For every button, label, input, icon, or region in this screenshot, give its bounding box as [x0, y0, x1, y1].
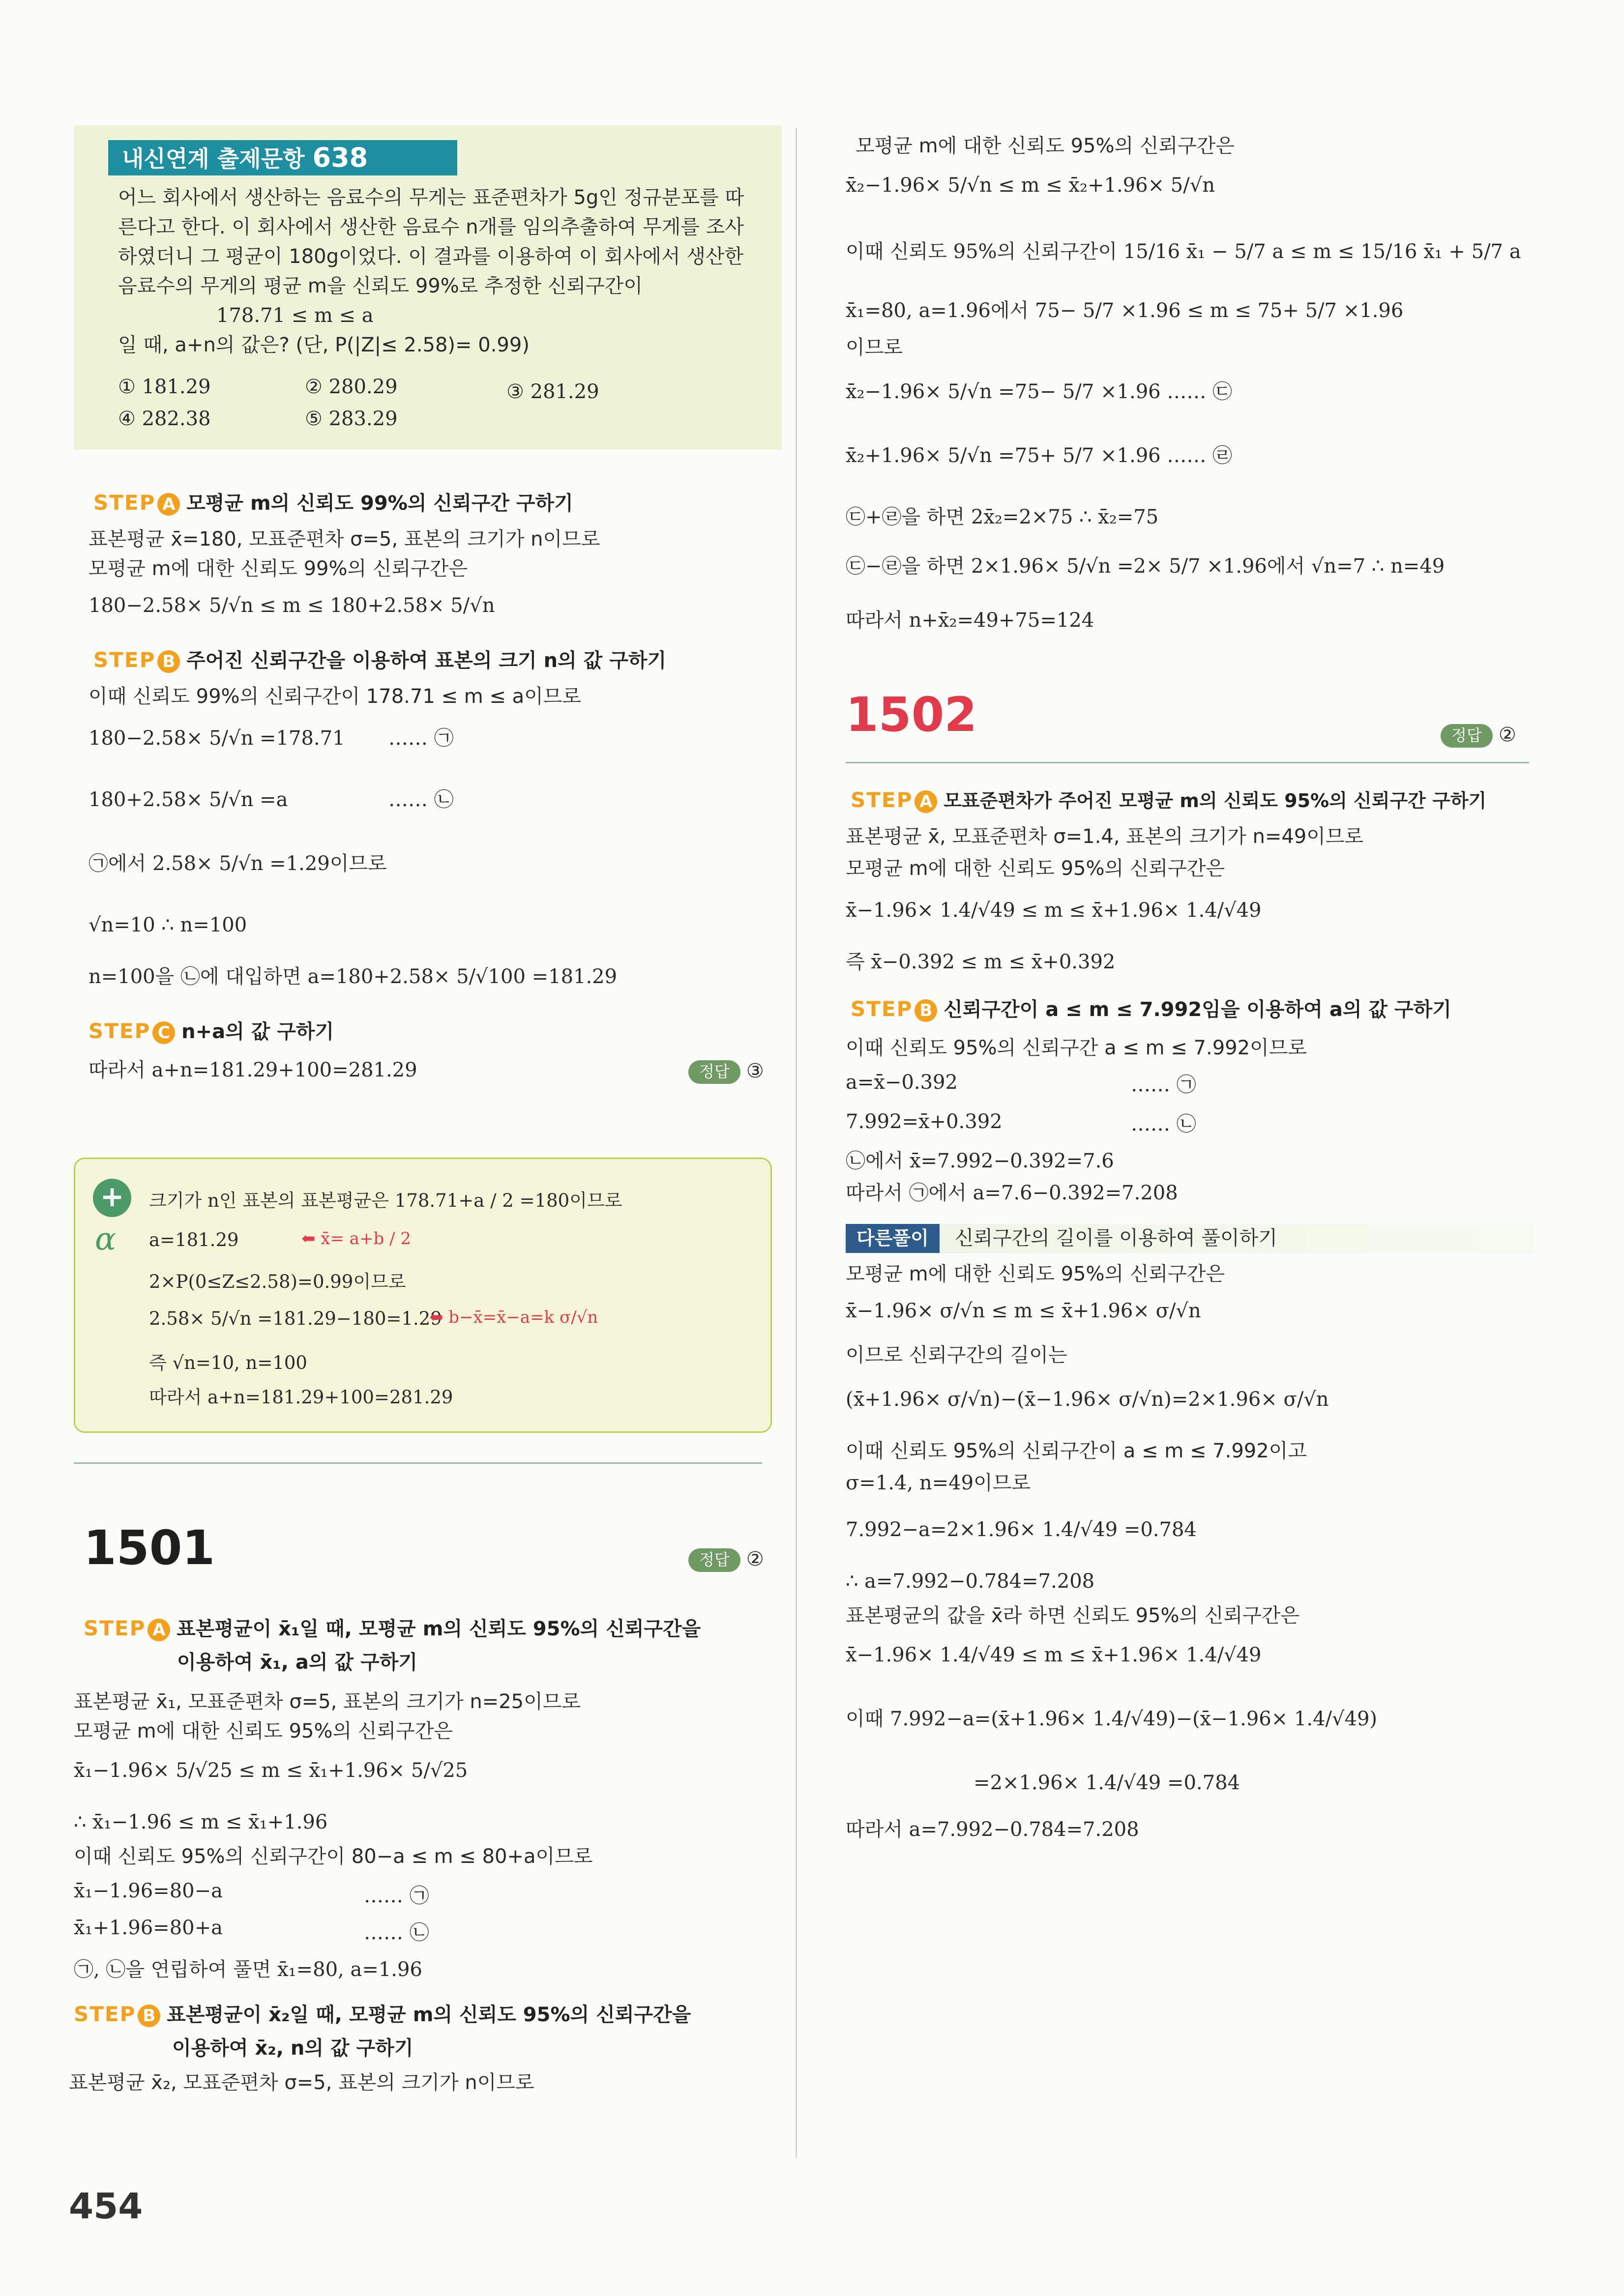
solution-line: 이므로 신뢰구간의 길이는 [846, 1344, 1067, 1366]
solution-formula: x̄₁=80, a=1.96에서 75− 5/7 ×1.96 ≤ m ≤ 75+ 5/7 ×1.96 [846, 299, 1404, 322]
solution-formula: =2×1.96× 1.4/√49 =0.784 [974, 1772, 1240, 1794]
step-title: 모표준편차가 주어진 모평균 m의 신뢰도 95%의 신뢰구간 구하기 [944, 790, 1487, 812]
answer-indicator [688, 1058, 764, 1084]
solution-formula: 따라서 a+n=181.29+100=281.29 [89, 1059, 417, 1081]
solution-line: 이때 신뢰도 95%의 신뢰구간이 80−a ≤ m ≤ 80+a이므로 [74, 1845, 593, 1868]
step-b-heading [93, 646, 666, 674]
step-title: 표본평균이 x̄₁일 때, 모평균 m의 신뢰도 95%의 신뢰구간을 [177, 1618, 701, 1640]
solution-formula: 따라서 n+x̄₂=49+75=124 [846, 609, 1094, 632]
solution-line: 모평균 m에 대한 신뢰도 95%의 신뢰구간은 [74, 1720, 453, 1743]
alt-solution-header [846, 1224, 1534, 1253]
answer-indicator [688, 1546, 764, 1572]
solution-line: 표본평균 x̄₁, 모표준편차 σ=5, 표본의 크기가 n=25이므로 [74, 1690, 581, 1713]
answer-indicator [1441, 722, 1516, 748]
equation-tag: …… ㉠ [364, 1885, 429, 1907]
solution-line: 모평균 m에 대한 신뢰도 95%의 신뢰구간은 [846, 857, 1225, 880]
solution-line: 이때 신뢰도 95%의 신뢰구간 a ≤ m ≤ 7.992이므로 [846, 1037, 1307, 1059]
solution-formula: ㉠, ㉡을 연립하여 풀면 x̄₁=80, a=1.96 [74, 1958, 422, 1981]
solution-formula: 180+2.58× 5/√n =a [89, 788, 288, 811]
answer-badge: 정답 [688, 1548, 740, 1571]
solution-formula: 7.992=x̄+0.392 [846, 1110, 1003, 1133]
tip-line: 즉 √n=10, n=100 [149, 1352, 307, 1373]
solution-line: 표본평균의 값을 x̄라 하면 신뢰도 95%의 신뢰구간은 [846, 1604, 1300, 1627]
alt-solution-title: 신뢰구간의 길이를 이용하여 풀이하기 [954, 1227, 1277, 1250]
step-title: 신뢰구간이 a ≤ m ≤ 7.992임을 이용하여 a의 값 구하기 [944, 998, 1451, 1021]
solution-formula: (x̄+1.96× σ/√n)−(x̄−1.96× σ/√n)=2×1.96× σ/√n [846, 1388, 1329, 1411]
solution-formula: 7.992−a=2×1.96× 1.4/√49 =0.784 [846, 1518, 1197, 1541]
solution-formula: n=100을 ㉡에 대입하면 a=180+2.58× 5/√100 =181.29 [89, 965, 618, 988]
tip-line: 2.58× 5/√n =181.29−180=1.29 [149, 1308, 442, 1329]
step-title: n+a의 값 구하기 [181, 1020, 334, 1043]
solution-formula: ∴ a=7.992−0.784=7.208 [846, 1570, 1095, 1593]
step-a-heading [93, 489, 573, 517]
equation-tag: …… ㉡ [364, 1921, 429, 1944]
equation-tag: …… ㉠ [1131, 1074, 1196, 1096]
step-label: STEP A [851, 788, 937, 812]
step-b-heading [851, 995, 1451, 1023]
solution-formula: 180−2.58× 5/√n =178.71 [89, 727, 345, 750]
step-title: 주어진 신뢰구간을 이용하여 표본의 크기 n의 값 구하기 [186, 649, 667, 672]
solution-line: 이므로 [846, 336, 903, 359]
problem-line: 른다고 한다. 이 회사에서 생산한 음료수 n개를 임의추출하여 무게를 조사 [118, 216, 744, 238]
step-label: STEP C [89, 1019, 175, 1043]
solution-formula: ∴ x̄₁−1.96 ≤ m ≤ x̄₁+1.96 [74, 1811, 328, 1833]
equation-tag: …… ㉠ [388, 727, 454, 750]
problem-number: 1501 [84, 1520, 215, 1575]
solution-formula: ㉢+㉣을 하면 2x̄₂=2×75 ∴ x̄₂=75 [846, 506, 1159, 528]
solution-formula: σ=1.4, n=49이므로 [846, 1472, 1031, 1494]
tip-box [74, 1158, 772, 1433]
solution-line: 표본평균 x̄, 모표준편차 σ=1.4, 표본의 크기가 n=49이므로 [846, 825, 1364, 848]
choice-3: ③ 281.29 [506, 380, 599, 403]
solution-formula: x̄₂−1.96× 5/√n =75− 5/7 ×1.96 …… ㉢ [846, 380, 1233, 403]
step-label: STEP B [93, 648, 180, 672]
step-title-cont: 이용하여 x̄₁, a의 값 구하기 [177, 1651, 417, 1674]
solution-formula: ㉠에서 2.58× 5/√n =1.29이므로 [89, 852, 387, 875]
step-label: STEP A [93, 491, 180, 515]
solution-line: 표본평균 x̄₂, 모표준편차 σ=5, 표본의 크기가 n이므로 [69, 2071, 534, 2094]
solution-line: 모평균 m에 대한 신뢰도 95%의 신뢰구간은 [856, 135, 1235, 157]
answer-value: ③ [746, 1060, 764, 1082]
solution-formula: ㉢−㉣을 하면 2×1.96× 5/√n =2× 5/7 ×1.96에서 √n=7 ∴ n=49 [846, 555, 1445, 578]
solution-formula: 즉 x̄−0.392 ≤ m ≤ x̄+0.392 [846, 951, 1116, 973]
choice-1: ① 181.29 [118, 376, 211, 398]
source-problem-box [74, 125, 782, 450]
solution-formula: x̄−1.96× 1.4/√49 ≤ m ≤ x̄+1.96× 1.4/√49 [846, 1644, 1262, 1666]
solution-formula: x̄−1.96× 1.4/√49 ≤ m ≤ x̄+1.96× 1.4/√49 [846, 899, 1262, 922]
solution-formula: x̄−1.96× σ/√n ≤ m ≤ x̄+1.96× σ/√n [846, 1300, 1201, 1322]
equation-tag: …… ㉡ [388, 788, 454, 811]
column-divider [796, 128, 797, 2158]
solution-line: 이때 신뢰도 95%의 신뢰구간이 a ≤ m ≤ 7.992이고 [846, 1440, 1307, 1462]
solution-formula: x̄₁+1.96=80+a [74, 1917, 223, 1939]
tip-line: 크기가 n인 표본의 표본평균은 178.71+a / 2 =180이므로 [149, 1190, 622, 1211]
source-tag-label: 내신연계 출제문항 [122, 145, 305, 172]
step-a-heading [84, 1615, 701, 1643]
answer-badge: 정답 [688, 1060, 740, 1083]
step-a-heading [851, 786, 1486, 814]
choice-5: ⑤ 283.29 [305, 407, 398, 430]
solution-line: 이때 신뢰도 99%의 신뢰구간이 178.71 ≤ m ≤ a이므로 [89, 685, 582, 708]
solution-formula: 180−2.58× 5/√n ≤ m ≤ 180+2.58× 5/√n [89, 594, 495, 617]
tip-line: 따라서 a+n=181.29+100=281.29 [149, 1387, 453, 1408]
problem-interval: 178.71 ≤ m ≤ a [216, 304, 374, 327]
problem-line: 음료수의 무게의 평균 m을 신뢰도 99%로 추정한 신뢰구간이 [118, 275, 643, 297]
section-rule [74, 1462, 762, 1464]
tip-line: a=181.29 [149, 1229, 239, 1250]
step-c-heading [89, 1017, 334, 1046]
answer-badge: 정답 [1441, 724, 1493, 747]
choice-4: ④ 282.38 [118, 407, 211, 430]
source-tag [108, 140, 457, 175]
step-title-cont: 이용하여 x̄₂, n의 값 구하기 [172, 2037, 413, 2060]
answer-value: ② [1498, 724, 1516, 746]
source-tag-number: 638 [312, 142, 368, 173]
solution-formula: √n=10 ∴ n=100 [89, 914, 247, 936]
solution-formula: x̄₂−1.96× 5/√n ≤ m ≤ x̄₂+1.96× 5/√n [846, 174, 1215, 197]
problem-number: 1502 [846, 687, 977, 742]
step-b-heading [74, 2001, 691, 2029]
problem-line: 어느 회사에서 생산하는 음료수의 무게는 표준편차가 5g인 정규분포를 따 [118, 186, 744, 209]
problem-question: 일 때, a+n의 값은? (단, P(|Z|≤ 2.58)= 0.99) [118, 334, 530, 356]
solution-line: 모평균 m에 대한 신뢰도 99%의 신뢰구간은 [89, 557, 468, 580]
section-rule [846, 762, 1529, 763]
solution-formula: 따라서 a=7.992−0.784=7.208 [846, 1818, 1139, 1841]
solution-formula: a=x̄−0.392 [846, 1071, 958, 1094]
solution-formula: x̄₂+1.96× 5/√n =75+ 5/7 ×1.96 …… ㉣ [846, 444, 1233, 467]
alt-solution-label: 다른풀이 [846, 1224, 940, 1253]
tip-line: 2×P(0≤Z≤2.58)=0.99이므로 [149, 1271, 406, 1292]
step-title: 모평균 m의 신뢰도 99%의 신뢰구간 구하기 [186, 492, 573, 515]
solution-formula: 이때 신뢰도 95%의 신뢰구간이 15/16 x̄₁ − 5/7 a ≤ m ≤ 15/16 x̄₁ + 5/7 a [846, 240, 1521, 263]
tip-hint: ⬅ b−x̄=x̄−a=k σ/√n [429, 1308, 598, 1327]
step-title: 표본평균이 x̄₂일 때, 모평균 m의 신뢰도 95%의 신뢰구간을 [167, 2004, 691, 2026]
step-label: STEP B [74, 2002, 160, 2026]
solution-formula: ㉡에서 x̄=7.992−0.392=7.6 [846, 1150, 1114, 1172]
plus-icon: + [93, 1179, 131, 1217]
solution-formula: x̄₁−1.96× 5/√25 ≤ m ≤ x̄₁+1.96× 5/√25 [74, 1759, 468, 1782]
solution-formula: x̄₁−1.96=80−a [74, 1880, 223, 1902]
tip-hint: ⬅ x̄= a+b / 2 [301, 1229, 411, 1249]
choice-2: ② 280.29 [305, 376, 398, 398]
solution-line: 표본평균 x̄=180, 모표준편차 σ=5, 표본의 크기가 n이므로 [89, 528, 600, 551]
solution-formula: 이때 7.992−a=(x̄+1.96× 1.4/√49)−(x̄−1.96× 1.4/√49) [846, 1708, 1378, 1730]
step-label: STEP A [84, 1616, 170, 1640]
page-number: 454 [69, 2185, 143, 2227]
problem-line: 하였더니 그 평균이 180g이었다. 이 결과를 이용하여 이 회사에서 생산한 [118, 245, 744, 268]
step-label: STEP B [851, 997, 937, 1021]
alpha-icon: α [95, 1221, 117, 1257]
solution-line: 모평균 m에 대한 신뢰도 95%의 신뢰구간은 [846, 1263, 1225, 1285]
equation-tag: …… ㉡ [1131, 1113, 1196, 1135]
answer-value: ② [746, 1548, 764, 1570]
solution-formula: 따라서 ㉠에서 a=7.6−0.392=7.208 [846, 1182, 1178, 1204]
